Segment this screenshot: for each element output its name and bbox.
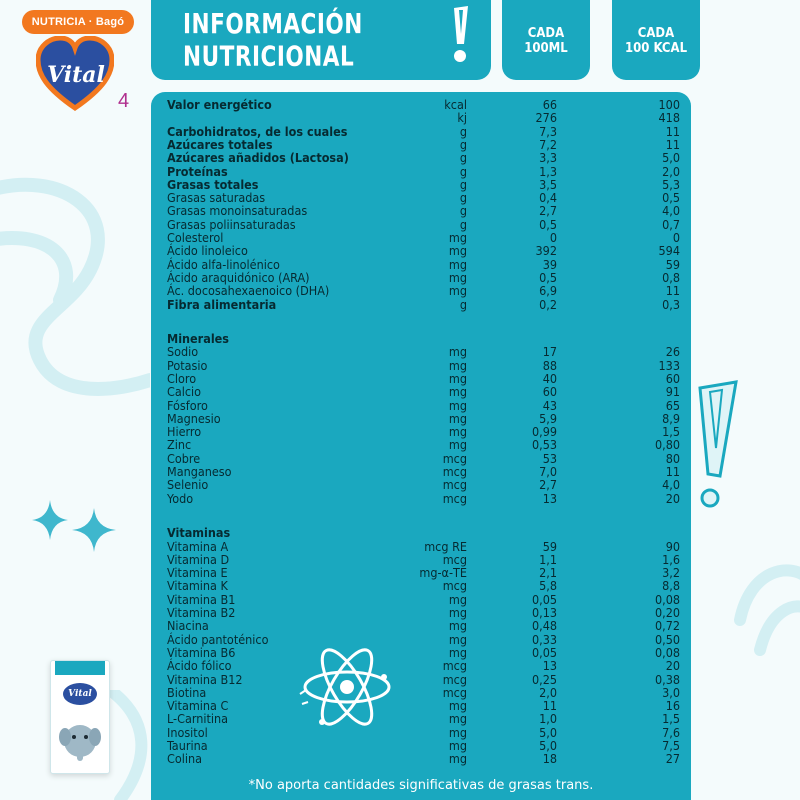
nutrient-unit: g	[459, 190, 467, 206]
value-per-100ml: 88	[542, 357, 557, 373]
table-row	[167, 619, 687, 632]
value-per-100ml: 13	[542, 658, 557, 674]
nutrient-unit: mg	[448, 269, 467, 285]
nutrient-unit: g	[459, 176, 467, 192]
table-row	[167, 425, 687, 438]
table-row	[167, 438, 687, 451]
nutrient-name: L-Carnitina	[167, 711, 229, 727]
sparkle-icon	[28, 492, 128, 562]
value-per-100ml: 13	[542, 490, 557, 506]
nutrient-name: Ácido linoleico	[167, 243, 248, 259]
value-per-100kcal: 4,0	[662, 477, 680, 493]
nutrient-unit: mg	[448, 724, 467, 740]
value-per-100ml: 5,8	[539, 578, 557, 594]
value-per-100kcal: 3,0	[662, 684, 680, 700]
value-per-100kcal: 2,0	[662, 163, 680, 179]
value-per-100ml: 17	[542, 344, 557, 360]
value-per-100ml: 39	[542, 256, 557, 272]
value-per-100kcal: 11	[665, 464, 680, 480]
nutrient-name: Cobre	[167, 450, 201, 466]
table-row	[167, 566, 687, 579]
table-row	[167, 165, 687, 178]
nutrient-name: Hierro	[167, 424, 202, 440]
nutrient-unit: mg	[448, 370, 467, 386]
table-row	[167, 673, 687, 686]
value-per-100ml: 53	[542, 450, 557, 466]
value-per-100kcal: 0,5	[662, 190, 680, 206]
nutrient-name: Vitamina B12	[167, 671, 243, 687]
value-per-100ml: 2,1	[539, 565, 557, 581]
footnote: *No aporta cantidades significativas de grasas trans.	[248, 778, 594, 793]
nutrient-name: Colina	[167, 751, 203, 767]
nutrient-unit: mg	[448, 437, 467, 453]
nutrient-unit: mg	[448, 424, 467, 440]
value-per-100ml: 7,0	[539, 464, 557, 480]
nutrient-unit: mg	[448, 698, 467, 714]
value-per-100kcal: 594	[658, 243, 680, 259]
value-per-100ml: 0,25	[531, 671, 557, 687]
value-per-100ml: 6,9	[539, 283, 557, 299]
nutrient-name: Colesterol	[167, 230, 224, 245]
value-per-100ml: 60	[542, 384, 557, 400]
nutrient-unit: mcg	[442, 477, 467, 493]
nutrient-unit: g	[459, 123, 467, 139]
nutrient-name: Cloro	[167, 370, 197, 386]
nutrient-unit: g	[459, 296, 467, 312]
nutrient-unit: g	[459, 136, 467, 152]
table-row	[167, 138, 687, 151]
background-swirl-left	[0, 150, 150, 410]
value-per-100ml: 5,9	[539, 410, 557, 426]
table-row	[167, 178, 687, 191]
table-row	[167, 218, 687, 231]
company-brand: NUTRICIA · Bagó	[22, 10, 134, 34]
table-row	[167, 359, 687, 372]
background-swirl-right	[700, 540, 800, 660]
table-row	[167, 231, 687, 244]
value-per-100kcal: 5,3	[662, 176, 680, 192]
nutrient-name: Ácido alfa-linolénico	[167, 256, 280, 272]
nutrient-unit: g	[459, 203, 467, 219]
table-row	[167, 125, 687, 138]
value-per-100kcal: 65	[665, 397, 680, 413]
value-per-100kcal: 0,8	[662, 269, 680, 285]
value-per-100kcal: 16	[665, 698, 680, 714]
stage-number: 4	[118, 90, 130, 112]
nutrient-name: Grasas poliinsaturadas	[167, 216, 296, 232]
value-per-100kcal: 7,5	[662, 738, 680, 754]
nutrient-name: Vitamina A	[167, 538, 229, 554]
table-row	[167, 540, 687, 553]
value-per-100kcal: 4,0	[662, 203, 680, 219]
value-per-100kcal: 0,72	[654, 618, 680, 634]
column-header-100kcal	[612, 0, 700, 80]
value-per-100kcal: 5,0	[662, 150, 680, 166]
table-row	[167, 151, 687, 164]
nutrient-unit: mcg	[442, 464, 467, 480]
value-per-100ml: 2,7	[539, 477, 557, 493]
nutrient-name: Ác. docosahexaenoico (DHA)	[167, 283, 330, 299]
nutrient-unit: mg	[448, 357, 467, 373]
nutrient-unit: mcg	[442, 658, 467, 674]
value-per-100kcal: 133	[658, 357, 680, 373]
brand-logo	[22, 10, 134, 114]
column-header-100ml-line1: CADA	[527, 26, 565, 41]
value-per-100kcal: 0,38	[654, 671, 680, 687]
value-per-100ml: 0,5	[539, 269, 557, 285]
value-per-100ml: 0,13	[531, 605, 557, 621]
value-per-100kcal: 100	[658, 97, 680, 112]
nutrient-name: Niacina	[167, 618, 209, 634]
value-per-100kcal: 90	[665, 538, 680, 554]
nutrient-unit: mcg	[442, 450, 467, 466]
carton-brand-badge: Vital	[63, 683, 97, 705]
nutrient-name: Selenio	[167, 477, 209, 493]
nutrient-name: Calcio	[167, 384, 202, 400]
value-per-100ml: 0,5	[539, 216, 557, 232]
section-title: Minerales	[167, 331, 229, 347]
nutrient-name: Potasio	[167, 357, 208, 373]
page-title	[151, 0, 491, 80]
nutrient-name: Sodio	[167, 344, 199, 360]
value-per-100ml: 5,0	[539, 738, 557, 754]
nutrient-name: Grasas monoinsaturadas	[167, 203, 308, 219]
nutrient-unit: mg	[448, 397, 467, 413]
value-per-100ml: 3,5	[539, 176, 557, 192]
nutrient-name: Zinc	[167, 437, 192, 453]
nutrient-name: Vitamina B6	[167, 644, 236, 660]
value-per-100kcal: 27	[665, 751, 680, 767]
value-per-100ml: 7,3	[539, 123, 557, 139]
nutrient-name: Manganeso	[167, 464, 232, 480]
nutrient-name: Magnesio	[167, 410, 221, 426]
table-row	[167, 478, 687, 491]
nutrient-unit: mg	[448, 384, 467, 400]
nutrient-unit: mcg	[442, 578, 467, 594]
table-row	[167, 686, 687, 699]
nutrient-name: Fósforo	[167, 397, 208, 413]
table-row	[167, 372, 687, 385]
value-per-100kcal: 0,3	[662, 296, 680, 312]
value-per-100kcal: 0,50	[654, 631, 680, 647]
product-name: Vital	[47, 62, 105, 88]
value-per-100kcal: 0,80	[654, 437, 680, 453]
carton-top	[55, 661, 105, 675]
table-row	[167, 579, 687, 592]
table-row	[167, 98, 687, 111]
value-per-100kcal: 91	[665, 384, 680, 400]
value-per-100kcal: 20	[665, 490, 680, 506]
value-per-100ml: 40	[542, 370, 557, 386]
value-per-100ml: 0,2	[539, 296, 557, 312]
value-per-100kcal: 0,7	[662, 216, 680, 232]
value-per-100kcal: 20	[665, 658, 680, 674]
nutrient-name: Grasas saturadas	[167, 190, 266, 206]
value-per-100ml: 0,05	[531, 591, 557, 607]
nutrient-unit: mg	[448, 256, 467, 272]
value-per-100ml: 0,53	[531, 437, 557, 453]
nutrient-unit: mcg	[442, 551, 467, 567]
nutrient-name: Valor energético	[167, 97, 272, 112]
nutrient-unit: mg	[448, 605, 467, 621]
value-per-100kcal: 11	[665, 283, 680, 299]
table-row	[167, 752, 687, 765]
table-row	[167, 726, 687, 739]
value-per-100ml: 7,2	[539, 136, 557, 152]
nutrient-name: Vitamina B2	[167, 605, 236, 621]
nutrient-name: Vitamina E	[167, 565, 228, 581]
nutrient-name: Ácido fólico	[167, 658, 232, 674]
nutrient-name: Biotina	[167, 684, 207, 700]
table-row	[167, 553, 687, 566]
value-per-100ml: 0	[549, 230, 557, 245]
nutrient-name: Inositol	[167, 724, 208, 740]
table-row	[167, 646, 687, 659]
value-per-100kcal: 0,08	[654, 644, 680, 660]
nutrient-unit: mcg RE	[424, 538, 467, 554]
value-per-100ml: 11	[542, 698, 557, 714]
nutrient-name: Vitamina D	[167, 551, 230, 567]
table-row	[167, 452, 687, 465]
table-row	[167, 111, 687, 124]
nutrient-unit: mg	[448, 618, 467, 634]
value-per-100kcal: 80	[665, 450, 680, 466]
value-per-100ml: 0,4	[539, 190, 557, 206]
value-per-100ml: 43	[542, 397, 557, 413]
value-per-100kcal: 0,20	[654, 605, 680, 621]
nutrient-unit: mg	[448, 644, 467, 660]
table-row	[167, 399, 687, 412]
product-carton-image	[50, 660, 110, 774]
nutrient-name: Azúcares totales	[167, 136, 273, 152]
value-per-100ml: 0,33	[531, 631, 557, 647]
table-row	[167, 606, 687, 619]
section-title: Vitaminas	[167, 525, 231, 541]
value-per-100ml: 66	[542, 97, 557, 112]
nutrient-unit: mg-α-TE	[419, 565, 467, 581]
value-per-100ml: 1,3	[539, 163, 557, 179]
value-per-100kcal: 8,8	[662, 578, 680, 594]
nutrient-name: Grasas totales	[167, 176, 259, 192]
value-per-100kcal: 1,6	[662, 551, 680, 567]
elephant-icon	[59, 717, 101, 763]
value-per-100ml: 3,3	[539, 150, 557, 166]
nutrient-name: Vitamina B1	[167, 591, 236, 607]
nutrient-unit: mg	[448, 283, 467, 299]
value-per-100ml: 59	[542, 538, 557, 554]
nutrient-unit: mcg	[442, 490, 467, 506]
nutrient-unit: mcg	[442, 684, 467, 700]
value-per-100ml: 0,99	[531, 424, 557, 440]
nutrient-unit: mg	[448, 344, 467, 360]
value-per-100kcal: 8,9	[662, 410, 680, 426]
value-per-100ml: 1,1	[539, 551, 557, 567]
value-per-100ml: 276	[535, 110, 557, 126]
value-per-100ml: 18	[542, 751, 557, 767]
column-header-100ml	[502, 0, 590, 80]
table-row	[167, 258, 687, 271]
value-per-100ml: 1,0	[539, 711, 557, 727]
value-per-100kcal: 11	[665, 123, 680, 139]
nutrient-name: Vitamina K	[167, 578, 228, 594]
value-per-100kcal: 0	[672, 230, 680, 245]
table-row	[167, 412, 687, 425]
column-header-100kcal-line1: CADA	[637, 26, 675, 41]
table-row	[167, 465, 687, 478]
value-per-100kcal: 11	[665, 136, 680, 152]
table-row	[167, 712, 687, 725]
column-header-100kcal-line2: 100 KCAL	[624, 41, 688, 56]
table-row	[167, 244, 687, 257]
nutrient-name: Carbohidratos, de los cuales	[167, 123, 348, 139]
value-per-100kcal: 26	[665, 344, 680, 360]
nutrient-name: Proteínas	[167, 163, 228, 179]
nutrient-unit: kj	[457, 110, 467, 126]
nutrient-unit: kcal	[444, 97, 467, 112]
nutrient-unit: mg	[448, 631, 467, 647]
value-per-100kcal: 59	[665, 256, 680, 272]
value-per-100kcal: 1,5	[662, 424, 680, 440]
table-row	[167, 593, 687, 606]
table-row	[167, 385, 687, 398]
nutrient-name: Fibra alimentaria	[167, 296, 277, 312]
value-per-100ml: 5,0	[539, 724, 557, 740]
nutrient-unit: g	[459, 163, 467, 179]
value-per-100kcal: 60	[665, 370, 680, 386]
table-row	[167, 699, 687, 712]
nutrient-name: Yodo	[167, 490, 194, 506]
value-per-100ml: 2,0	[539, 684, 557, 700]
table-row	[167, 191, 687, 204]
value-per-100ml: 0,48	[531, 618, 557, 634]
nutrient-unit: mg	[448, 711, 467, 727]
table-row	[167, 298, 687, 311]
value-per-100ml: 0,05	[531, 644, 557, 660]
nutrient-name: Azúcares añadidos (Lactosa)	[167, 150, 349, 166]
table-row	[167, 492, 687, 505]
nutrient-name: Ácido pantoténico	[167, 631, 269, 647]
nutrient-unit: mg	[448, 243, 467, 259]
nutrient-unit: mg	[448, 738, 467, 754]
table-row	[167, 659, 687, 672]
exclamation-icon-large	[686, 378, 742, 518]
nutrient-unit: mg	[448, 230, 467, 245]
value-per-100ml: 2,7	[539, 203, 557, 219]
nutrient-unit: mg	[448, 410, 467, 426]
value-per-100kcal: 3,2	[662, 565, 680, 581]
value-per-100kcal: 1,5	[662, 711, 680, 727]
table-row	[167, 284, 687, 297]
value-per-100kcal: 7,6	[662, 724, 680, 740]
value-per-100ml: 392	[535, 243, 557, 259]
nutrient-name: Vitamina C	[167, 698, 229, 714]
table-row	[167, 345, 687, 358]
column-header-100ml-line2: 100ML	[524, 41, 568, 56]
table-row	[167, 739, 687, 752]
table-row	[167, 271, 687, 284]
value-per-100kcal: 418	[658, 110, 680, 126]
nutrient-name: Ácido araquidónico (ARA)	[167, 269, 310, 285]
nutrient-unit: mg	[448, 751, 467, 767]
nutrient-unit: g	[459, 216, 467, 232]
nutrient-name: Taurina	[167, 738, 208, 754]
nutrient-unit: mg	[448, 591, 467, 607]
table-row	[167, 633, 687, 646]
nutrient-unit: mcg	[442, 671, 467, 687]
nutrient-unit: g	[459, 150, 467, 166]
table-row	[167, 204, 687, 217]
value-per-100kcal: 0,08	[654, 591, 680, 607]
page-title-text: INFORMACIÓN NUTRICIONAL	[183, 7, 363, 73]
